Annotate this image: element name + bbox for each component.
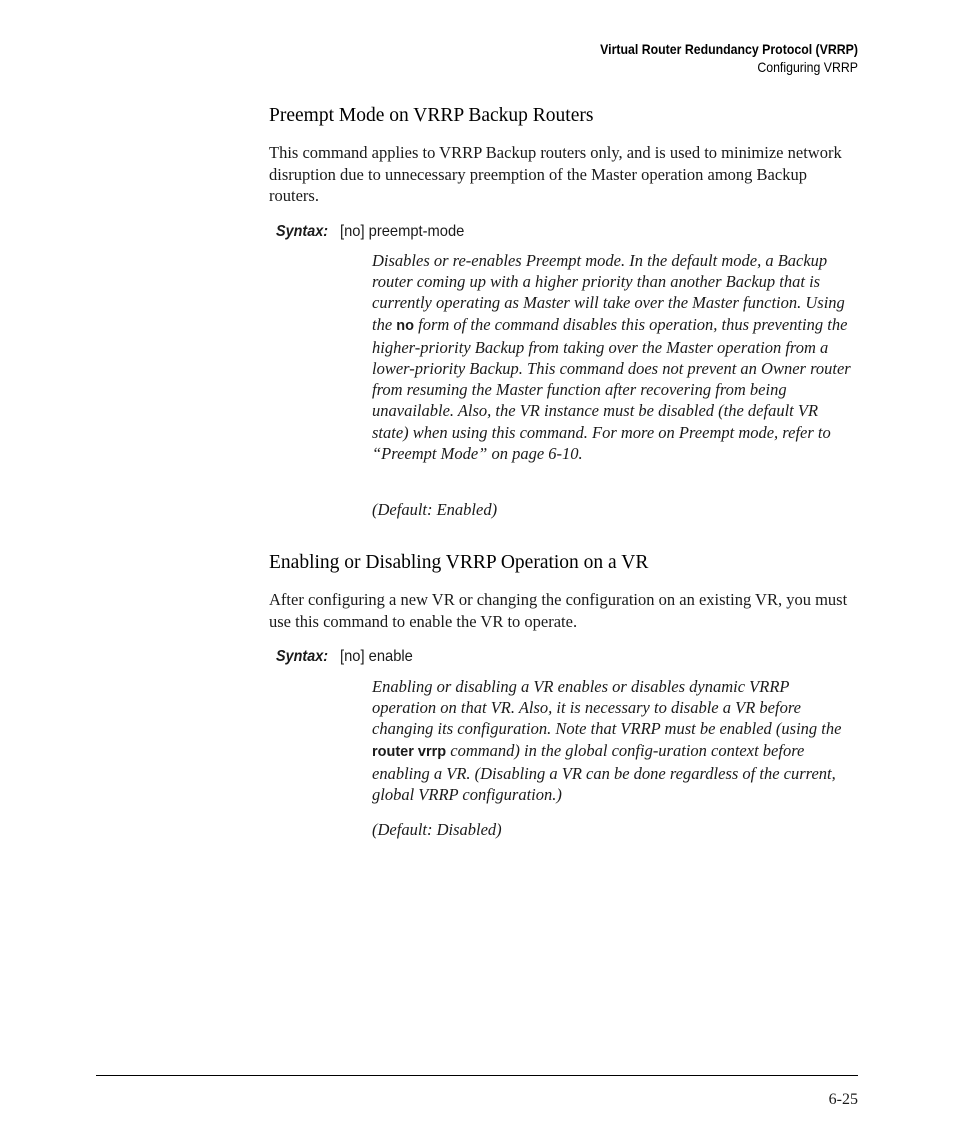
page-number: 6-25 bbox=[828, 1091, 858, 1108]
command-keyword: no bbox=[396, 317, 415, 334]
syntax-label: Syntax: bbox=[276, 648, 329, 665]
syntax-row-enable-vr bbox=[276, 647, 876, 667]
syntax-command: [no] preempt-mode bbox=[340, 223, 465, 240]
description-text: command) in the global config-uration context before enabling a VR. (Disabling a VR can be done regardless of the current, global VRRP configuration.) bbox=[372, 740, 836, 805]
default-value-preempt-mode: (Default: Enabled) bbox=[372, 500, 498, 519]
default-value-enable-vr: (Default: Disabled) bbox=[372, 820, 502, 839]
syntax-row-preempt-mode bbox=[276, 222, 876, 242]
section-heading-enable-vr: Enabling or Disabling VRRP Operation on a VR bbox=[269, 552, 649, 573]
syntax-command: [no] enable bbox=[340, 648, 413, 665]
footer-rule bbox=[96, 1075, 858, 1076]
command-keyword: router vrrp bbox=[372, 743, 447, 760]
running-head-subtitle: Configuring VRRP bbox=[757, 59, 858, 75]
command-description-enable-vr bbox=[372, 676, 856, 805]
section-heading-preempt-mode: Preempt Mode on VRRP Backup Routers bbox=[269, 105, 594, 126]
section-intro-enable-vr: After configuring a new VR or changing the configuration on an existing VR, you must use this command to enable the VR to operate. bbox=[269, 590, 848, 631]
syntax-label: Syntax: bbox=[276, 223, 329, 240]
running-head-title: Virtual Router Redundancy Protocol (VRRP) bbox=[600, 41, 858, 57]
section-intro-preempt-mode: This command applies to VRRP Backup routers only, and is used to minimize network disruption due to unnecessary preemption of the Master operation among Backup routers. bbox=[269, 143, 842, 205]
command-description-preempt-mode bbox=[372, 250, 856, 464]
running-head bbox=[600, 40, 858, 76]
description-text: Disables or re-enables Preempt mode. In the default mode, a Backup router coming up with a higher priority than another Backup that is currently operating as Master will take over the Master function. Using the bbox=[372, 251, 845, 334]
description-text: form of the command disables this operation, thus preventing the higher-priority Backup from taking over the Master operation from a lower-priority Backup. This command does not prevent an Owner router from resuming the Master function after recovering from being unavailable. Also, the VR instance must be disabled (the default VR state) when using this command. For more on Preempt mode, refer to “Preempt Mode” on page 6-10. bbox=[372, 314, 851, 463]
description-text: Enabling or disabling a VR enables or disables dynamic VRRP operation on that VR. Also, it is necessary to disable a VR before changing its configuration. Note that VRRP must be enabled (using the bbox=[372, 677, 842, 739]
